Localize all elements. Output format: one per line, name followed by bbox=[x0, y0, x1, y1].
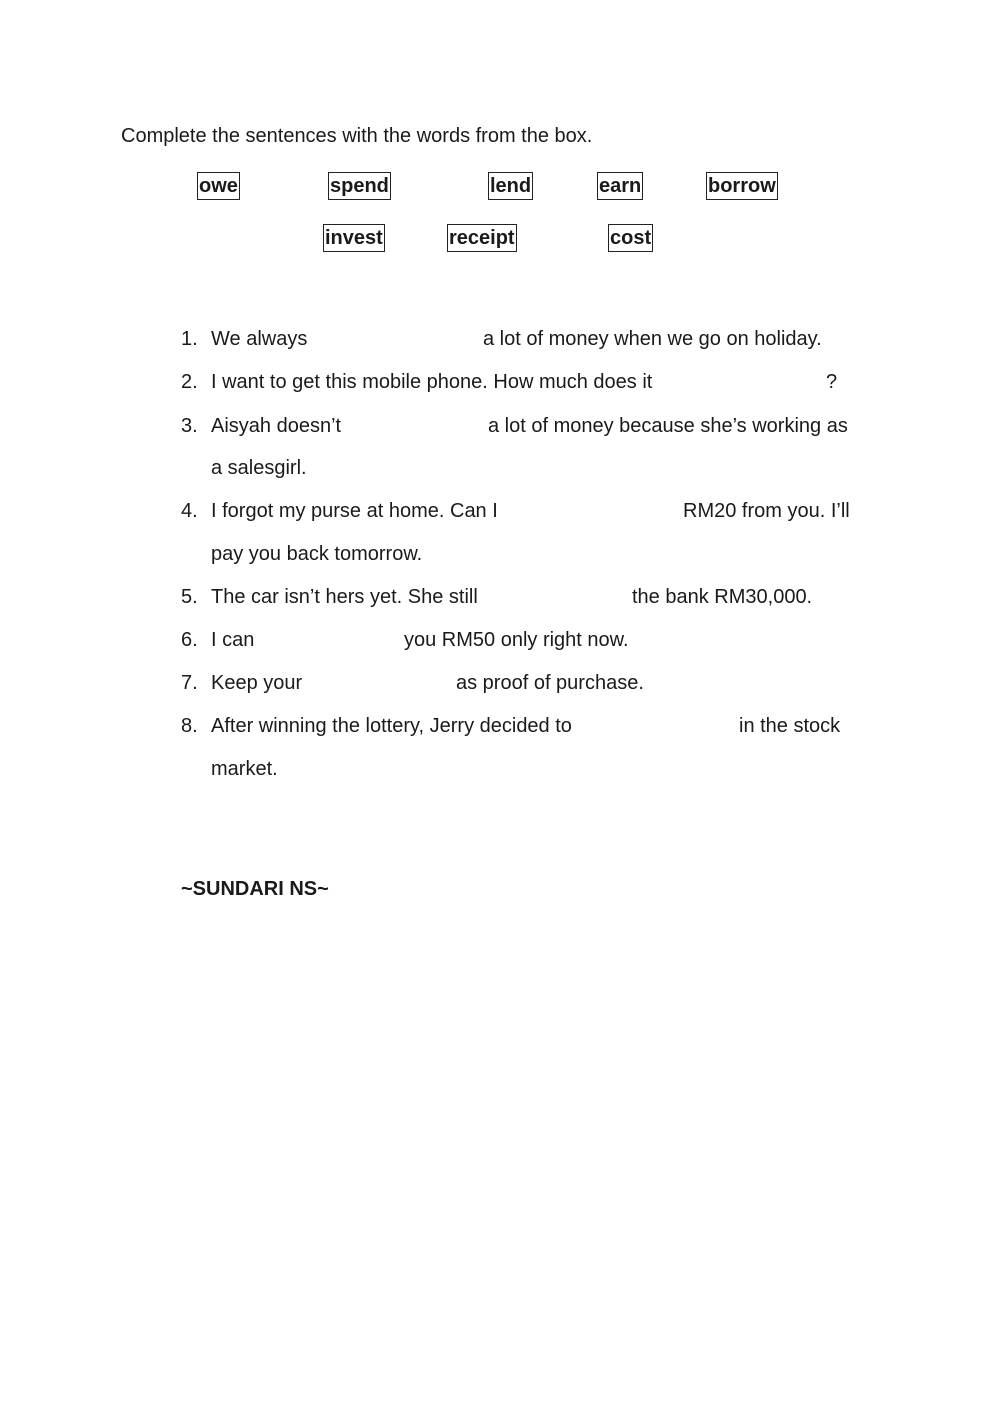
question-text-after: the bank RM30,000. bbox=[632, 586, 813, 608]
question-text-before: I forgot my purse at home. Can I bbox=[211, 500, 498, 522]
word-box-item: borrow bbox=[706, 172, 778, 200]
question-number: 3. bbox=[181, 415, 198, 437]
question-text-before: Aisyah doesn’t bbox=[211, 415, 342, 437]
question-text-after: a lot of money when we go on holiday. bbox=[483, 328, 822, 350]
word-box-item: spend bbox=[328, 172, 391, 200]
question-text-before: I can bbox=[211, 629, 255, 651]
question-text-before: The car isn’t hers yet. She still bbox=[211, 586, 478, 608]
word-box-item: receipt bbox=[447, 224, 517, 252]
word-box-item: earn bbox=[597, 172, 643, 200]
word-box-item: invest bbox=[323, 224, 385, 252]
word-box-item: lend bbox=[488, 172, 533, 200]
question-number: 5. bbox=[181, 586, 198, 608]
question-text-after: you RM50 only right now. bbox=[404, 629, 629, 651]
question-text-continuation: market. bbox=[211, 758, 278, 780]
question-text-after: RM20 from you. I’ll bbox=[683, 500, 850, 522]
question-number: 2. bbox=[181, 371, 198, 393]
question-text-before: Keep your bbox=[211, 672, 303, 694]
question-text-after: ? bbox=[826, 371, 838, 393]
question-text-before: After winning the lottery, Jerry decided to bbox=[211, 715, 572, 737]
question-number: 6. bbox=[181, 629, 198, 651]
question-number: 8. bbox=[181, 715, 198, 737]
question-text-before: I want to get this mobile phone. How much does it bbox=[211, 371, 653, 393]
author-signature: ~SUNDARI NS~ bbox=[181, 878, 329, 900]
word-box-item: owe bbox=[197, 172, 240, 200]
question-text-after: as proof of purchase. bbox=[456, 672, 644, 694]
instruction-text: Complete the sentences with the words from the box. bbox=[121, 125, 593, 147]
question-text-continuation: pay you back tomorrow. bbox=[211, 543, 423, 565]
question-number: 1. bbox=[181, 328, 198, 350]
question-text-after: a lot of money because she’s working as bbox=[488, 415, 848, 437]
question-number: 4. bbox=[181, 500, 198, 522]
word-box-item: cost bbox=[608, 224, 653, 252]
question-number: 7. bbox=[181, 672, 198, 694]
question-text-after: in the stock bbox=[739, 715, 841, 737]
question-text-before: We always bbox=[211, 328, 308, 350]
question-text-continuation: a salesgirl. bbox=[211, 457, 307, 479]
